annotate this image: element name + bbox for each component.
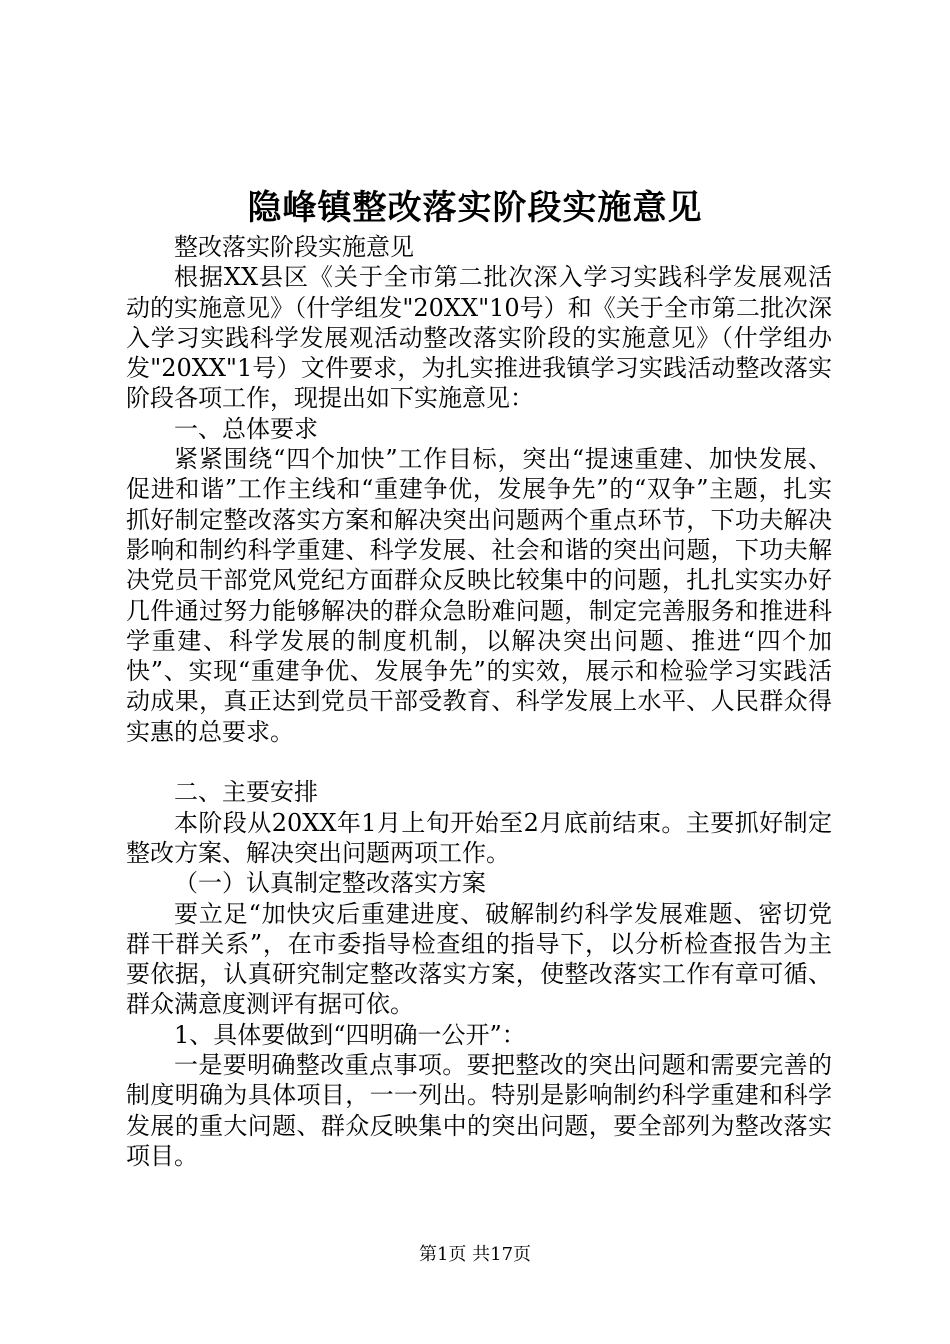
paragraph-main-arrangements: 本阶段从20XX年1月上旬开始至2月底前结束。主要抓好制定整改方案、解决突出问题两项工作。 — [126, 808, 832, 867]
paragraph-rectification-plan: 要立足“加快灾后重建进度、破解制约科学发展难题、密切党群干群关系”，在市委指导检查组的指导下，以分析检查报告为主要依据，认真研究制定整改落实方案，使整改落实工作有章可循、群众满意度测评有据可依。 — [126, 899, 832, 1019]
paragraph-first-item: 一是要明确整改重点事项。要把整改的突出问题和需要完善的制度明确为具体项目，一一列出。特别是影响制约科学重建和科学发展的重大问题、群众反映集中的突出问题，要全部列为整改落实项目。 — [126, 1051, 832, 1170]
paragraph-subtitle: 整改落实阶段实施意见 — [174, 233, 414, 261]
heading-rectification-plan: （一）认真制定整改落实方案 — [174, 869, 486, 898]
heading-general-requirements: 一、总体要求 — [174, 414, 318, 443]
paragraph-general-requirements: 紧紧围绕“四个加快”工作目标，突出“提速重建、加快发展、促进和谐”工作主线和“重建争优，发展争先”的“双争”主题，扎实抓好制定整改落实方案和解决突出问题两个重点环节，下功夫解决影响和制约科学重建、科学发展、社会和谐的突出问题，下功夫解决党员干部党风党纪方面群众反映比较集中的问题，扎扎实实办好几件通过努力能够解决的群众急盼难问题，制定完善服务和推进科学重建、科学发展的制度机制，以解决突出问题、推进“四个加快”、实现“重建争优、发展争先”的实效，展示和检验学习实践活动成果，真正达到党员干部受教育、科学发展上水平、人民群众得实惠的总要求。 — [126, 445, 832, 746]
page-indicator: 第1页 共17页 — [418, 1244, 532, 1265]
document-body — [126, 232, 832, 1171]
heading-main-arrangements: 二、主要安排 — [174, 778, 318, 807]
heading-four-clarify-one-public: 1、具体要做到“四明确一公开”： — [174, 1020, 526, 1049]
blank-line — [126, 747, 832, 777]
document-title: 隐峰镇整改落实阶段实施意见 — [247, 188, 703, 228]
paragraph-intro: 根据XX县区《关于全市第二批次深入学习实践科学发展观活动的实施意见》（什学组发"20XX"10号）和《关于全市第二批次深入学习实践科学发展观活动整改落实阶段的实施意见》（什学组办发"20XX"1号）文件要求，为扎实推进我镇学习实践活动整改落实阶段各项工作，现提出如下实施意见： — [126, 263, 832, 413]
